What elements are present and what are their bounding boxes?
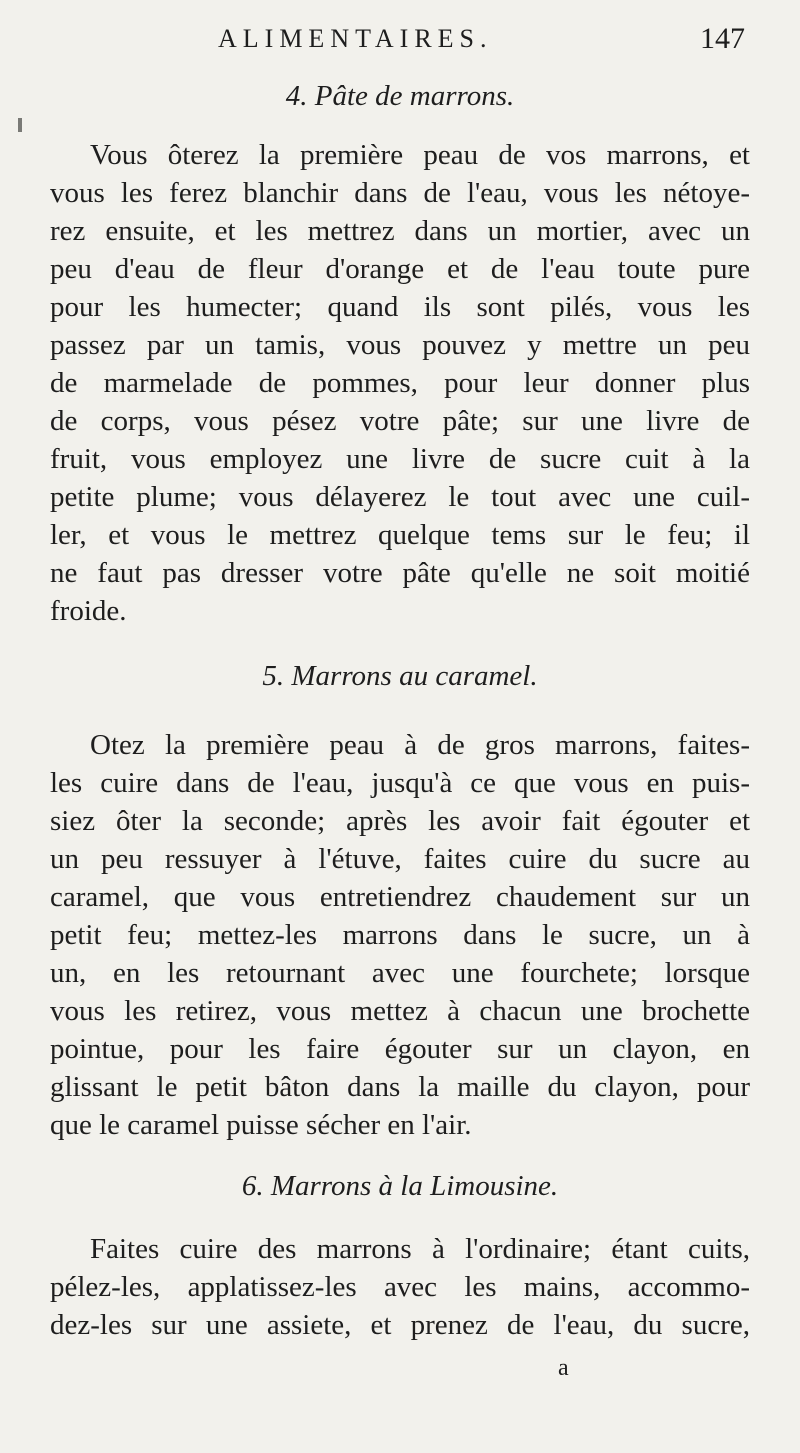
text-line: pointue, pour les faire égouter sur un clayon, en [50,1033,750,1065]
text-line: peu d'eau de fleur d'orange et de l'eau toute pure [50,253,750,285]
section-heading-marrons-au-caramel: 5. Marrons au caramel. [262,660,538,692]
text-line: caramel, que vous entretiendrez chaudement sur un [50,881,750,913]
text-line: ne faut pas dresser votre pâte qu'elle ne soit moitié [50,557,750,589]
text-line: vous les retirez, vous mettez à chacun une brochette [50,995,750,1027]
text-line: Faites cuire des marrons à l'ordinaire; étant cuits, [90,1233,750,1265]
text-line: pélez-les, applatissez-les avec les mains, accommo- [50,1271,750,1303]
text-line: Vous ôterez la première peau de vos marrons, et [90,139,750,171]
text-line: petite plume; vous délayerez le tout avec une cuil- [50,481,750,513]
text-line: que le caramel puisse sécher en l'air. [50,1109,472,1141]
text-line: de corps, vous pésez votre pâte; sur une livre de [50,405,750,437]
section-heading-marrons-a-la-limousine: 6. Marrons à la Limousine. [241,1170,559,1202]
signature-mark: a [558,1355,569,1381]
text-line: froide. [50,595,127,627]
paragraph-marrons-a-la-limousine [50,1230,750,1344]
text-line: Otez la première peau à de gros marrons, faites- [90,729,750,761]
text-line: siez ôter la seconde; après les avoir fait égouter et [50,805,750,837]
running-head: ALIMENTAIRES. [218,24,493,53]
text-line: petit feu; mettez-les marrons dans le sucre, un à [50,919,750,951]
section-heading-pate-de-marrons: 4. Pâte de marrons. [285,80,515,112]
text-line: un peu ressuyer à l'étuve, faites cuire du sucre au [50,843,750,875]
text-line: dez-les sur une assiete, et prenez de l'eau, du sucre, [50,1309,750,1341]
text-line: de marmelade de pommes, pour leur donner plus [50,367,750,399]
page-header [0,20,800,64]
text-line: ler, et vous le mettrez quelque tems sur le feu; il [50,519,750,551]
text-line: rez ensuite, et les mettrez dans un mortier, avec un [50,215,750,247]
text-line: passez par un tamis, vous pouvez y mettre un peu [50,329,750,361]
text-line: pour les humecter; quand ils sont pilés, vous les [50,291,750,323]
text-line: fruit, vous employez une livre de sucre cuit à la [50,443,750,475]
page-margin-mark [18,118,22,132]
page-number: 147 [700,22,745,55]
text-line: glissant le petit bâton dans la maille du clayon, pour [50,1071,750,1103]
text-line: vous les ferez blanchir dans de l'eau, vous les nétoye- [50,177,750,209]
paragraph-marrons-au-caramel [50,726,750,1144]
text-line: les cuire dans de l'eau, jusqu'à ce que vous en puis- [50,767,750,799]
paragraph-pate-de-marrons [50,136,750,630]
text-line: un, en les retournant avec une fourchete; lorsque [50,957,750,989]
